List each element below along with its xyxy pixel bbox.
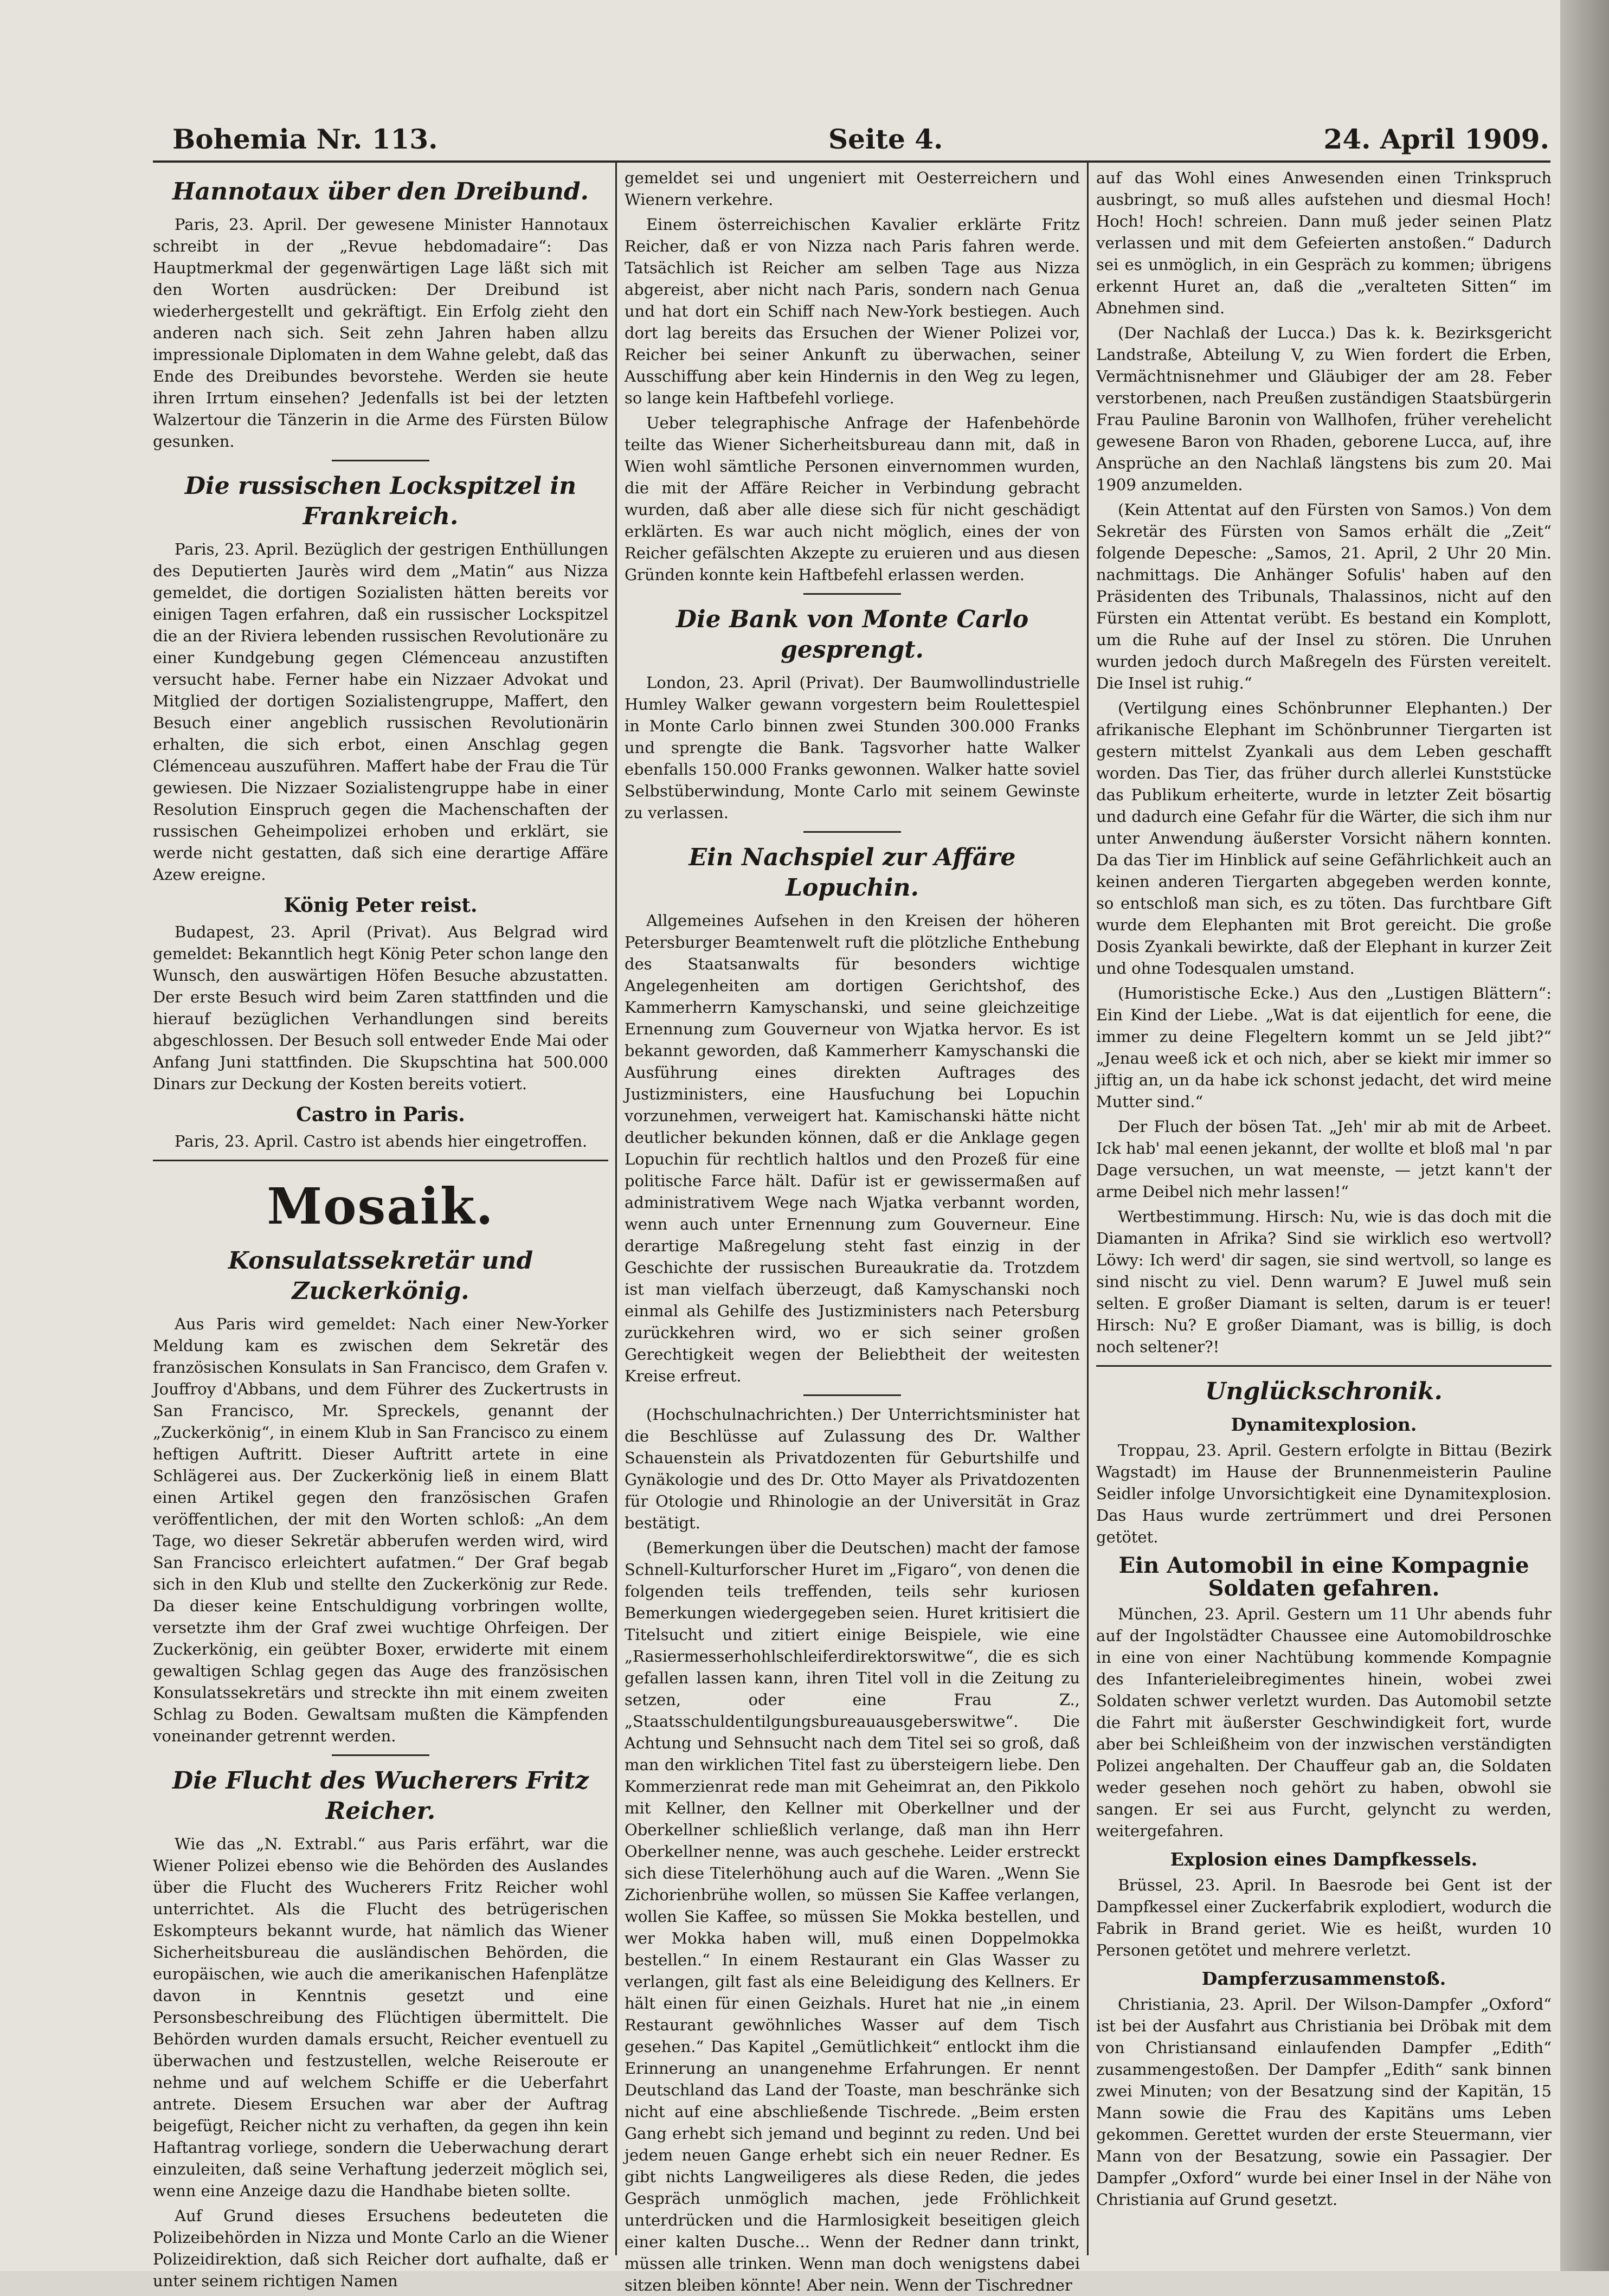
column-2 (625, 167, 1080, 2294)
article-flucht-reicher-cont: Auf Grund dieses Ersuchens bedeuteten die Polizeibehörden in Nizza und Monte Carlo an die Wiener Polizeidirektion, daß sich Reicher dort aufhalte, daß er unter seinem richtigen Namen (153, 2207, 608, 2290)
section-title-unglueckschronik: Unglückschronik. (1205, 1378, 1443, 1405)
separator (803, 593, 901, 595)
separator (803, 831, 901, 833)
masthead-page-number: Seite 4. (828, 123, 943, 155)
article-flucht-reicher: Wie das „N. Extrabl.“ aus Paris erfährt, war die Wiener Polizei ebenso wie die Behörden des Auslandes über die Flucht des Wucherers Fritz Reicher wohl unterrichtet. Als die Flucht des betrügerischen Eskompteurs bekannt wurde, hat nämlich das Wiener Sicherheitsbureau die ausländischen Behörden, die europäischen, wie auch die amerikanischen Hafenplätze davon in Kenntnis gesetzt und eine Personsbeschreibung des Flüchtigen übermittelt. Die Behörden wurden damals ersucht, Reicher eventuell zu überwachen und festzustellen, welche Reiseroute er nehme und auf welchem Schiffe er die Ueberfahrt antrete. Diesem Ersuchen war aber der Auftrag beigefügt, Reicher nicht zu verhaften, da gegen ihn kein Haftantrag vorliege, sondern die Ueberwachung derart einzuleiten, daß seine Verhaftung jederzeit möglich sei, wenn eine Anzeige dazu die Handhabe bieten sollte. (153, 1835, 608, 2200)
headline-bank-monte-carlo: Die Bank von Monte Carlo gesprengt. (675, 606, 1029, 664)
page-edge (1560, 0, 1609, 2271)
headline-dampfkessel: Explosion eines Dampfkessels. (1170, 1849, 1478, 1870)
article-fluch-der-boesen-tat: Der Fluch der bösen Tat. „Jeh' mir ab mit de Arbeet. Ick hab' mal eenen jekannt, der wollte et bloß mal 'n par Dage versuchen, un wat meenste, — jetzt kann't der arme Deibel nich mehr lassen!“ (1096, 1117, 1552, 1201)
headline-dampferzusammenstoss: Dampferzusammenstoß. (1201, 1968, 1446, 1989)
article-flucht-reicher-cont4: Ueber telegraphische Anfrage der Hafenbehörde teilte das Wiener Sicherheitsbureau dann mit, daß in Wien wohl sämtliche Personen einvernommen wurden, die mit der Affäre Reicher in Verbindung gebracht wurden, daß aber alle diese sich für nicht geschädigt erklärten. Es war auch nicht möglich, eines der von Reicher gefälschten Akzepte zu eruieren und aus diesen Gründen konnte kein Haftbefehl erlassen werden. (625, 414, 1080, 584)
headline-automobil-soldaten: Ein Automobil in eine Kompagnie Soldaten gefahren. (1118, 1553, 1529, 1601)
article-bank-monte-carlo: London, 23. April (Privat). Der Baumwollindustrielle Humley Walker gewann vorgestern beim Roulettespiel in Monte Carlo binnen zwei Stunden 300.000 Franks und sprengte die Bank. Tagsvorher hatte Walker ebenfalls 150.000 Franks gewonnen. Walker hatte soviel Selbstüberwindung, Monte Carlo mit seinem Gewinste zu verlassen. (625, 673, 1080, 822)
masthead-rule (153, 160, 1550, 163)
column-rule-1 (615, 163, 617, 2255)
article-koenig-peter: Budapest, 23. April (Privat). Aus Belgrad wird gemeldet: Bekanntlich hegt König Peter schon lange den Wunsch, den auswärtigen Höfen Besuche abzustatten. Der erste Besuch wird beim Zaren stattfinden und die hierauf bezüglichen Verhandlungen sind bereits abgeschlossen. Der Besuch soll entweder Ende Mai oder Anfang Juni stattfinden. Die Skupschtina hat 500.000 Dinars zur Deckung der Kosten bereits votiert. (153, 923, 608, 1093)
article-bemerkungen-deutsche-cont: auf das Wohl eines Anwesenden einen Trinkspruch ausbringt, so muß alles aufstehen und diesmal Hoch! Hoch! Hoch! schreien. Dann muß jeder seinen Platz verlassen und mit dem Gefeierten anstoßen.“ Dadurch sei es unmöglich, in ein Gespräch zu kommen; übrigens erkennt Huret an, daß die „veralteten Sitten“ im Abnehmen sind. (1096, 169, 1552, 317)
article-konsulatssekretaer: Aus Paris wird gemeldet: Nach einer New-Yorker Meldung kam es zwischen dem Sekretär des französischen Konsulats in San Francisco, dem Grafen v. Jouffroy d'Abbans, und dem Führer des Zuckertrusts in San Francisco, Mr. Spreckels, genannt der „Zuckerkönig“, in einem Klub in San Francisco zu einem heftigen Auftritt. Dieser Auftritt artete in eine Schlägerei aus. Der Zuckerkönig ließ in einem Blatt einen Artikel gegen den französischen Grafen veröffentlichen, der mit den Worten schloß: „An dem Tage, wo dieser Sekretär abberufen werden wird, wird San Francisco erleichtert aufatmen.“ Der Graf begab sich in den Klub und stellte den Zuckerkönig zur Rede. Da dieser keine Entschuldigung vorbringen wollte, versetzte ihm der Graf zwei wuchtige Ohrfeigen. Der Zuckerkönig, ein geübter Boxer, erwiderte mit einem gewaltigen Schlag gegen das Auge des französischen Konsulatssekretärs und streckte ihn mit einem zweiten Schlag zu Boden. Gewaltsam mußten die Kämpfenden voneinander getrennt werden. (153, 1315, 608, 1745)
article-hochschulnachrichten: (Hochschulnachrichten.) Der Unterrichtsminister hat die Beschlüsse auf Zulassung des Dr. Walther Schauenstein als Privatdozenten für Geburtshilfe und Gynäkologie und des Dr. Otto Mayer als Privatdozenten für Otologie und Rhinologie an der Universität in Graz bestätigt. (625, 1405, 1080, 1532)
headline-lockspitzel: Die russischen Lockspitzel in Frankreich. (184, 472, 577, 530)
headline-dynamitexplosion: Dynamitexplosion. (1231, 1414, 1417, 1435)
article-wertbestimmung: Wertbestimmung. Hirsch: Nu, wie is das doch mit die Diamanten in Afrika? Sind sie wirklich eso wertvoll? Löwy: Ich werd' dir sagen, sie sind wertvoll, so lange es sind nischt zu viel. Denn warum? E Juwel muß sein selten. E großer Diamant is selten, darum is er teuer! Hirsch: Nu? E großer Diamant, was is billig, is doch noch seltener?! (1096, 1207, 1552, 1356)
column-1 (153, 167, 608, 2290)
article-humoristische-ecke: (Humoristische Ecke.) Aus den „Lustigen Blättern“: Ein Kind der Liebe. „Wat is dat eijentlich for eene, die immer zu deine Flegeltern kommt un se Jeld jibt?“ „Jenau weeß ick et och nich, aber se kiekt mir immer so jiftig an, un da habe ick schonst jedacht, det wird meine Mutter sind.“ (1096, 984, 1552, 1111)
separator (332, 1754, 429, 1756)
article-dampferzusammenstoss: Christiania, 23. April. Der Wilson-Dampfer „Oxford“ ist bei der Ausfahrt aus Christiania bei Dröbak mit dem von Christiansand einlaufenden Dampfer „Edith“ zusammengestoßen. Der Dampfer „Edith“ sank binnen zwei Minuten; von der Besatzung sind der Kapitän, 15 Mann sowie die Frau des Kapitäns ums Leben gekommen. Gerettet wurden der erste Steuermann, vier Mann von der Besatzung, sowie ein Passagier. Der Dampfer „Oxford“ wurde bei einer Insel in der Nähe von Christiania auf Grund gesetzt. (1096, 1995, 1552, 2209)
article-lockspitzel: Paris, 23. April. Bezüglich der gestrigen Enthüllungen des Deputierten Jaurès wird dem „Matin“ aus Nizza gemeldet, die dortigen Sozialisten hätten bereits vor einigen Tagen erfahren, daß ein russischer Lockspitzel die an der Riviera lebenden russischen Revolutionäre zu einer Kundgebung gegen Clémenceau anzustiften versucht habe. Ferner habe ein Nizzaer Advokat und Mitglied der dortigen Sozialistengruppe, Maffert, den Besuch einer angeblich russischen Revolutionärin erhalten, die sich erbot, einen Anschlag gegen Clémenceau auszuführen. Maffert habe der Frau die Tür gewiesen. Die Nizzaer Sozialistengruppe habe in einer Resolution Einspruch gegen die Machenschaften der russischen Geheimpolizei erhoben und erklärt, sie werde nicht gestatten, daß sich eine derartige Affäre Azew ereigne. (153, 540, 608, 884)
article-bemerkungen-deutsche: (Bemerkungen über die Deutschen) macht der famose Schnell-Kulturforscher Huret im „Figaro“, von denen die folgenden teils treffenden, teils sehr kuriosen Bemerkungen wiedergegeben seien. Huret kritisiert die Titelsucht und zitiert einige Beispiele, wie eine „Rasiermesserhohlschleiferdirektorswitwe“, die es sich gefallen lassen kann, ihren Titel voll in die Zeitung zu setzen, oder eine Frau Z., „Staatsschuldentilgungsbureauausgeberswitwe“. Die Achtung und Sehnsucht nach dem Titel sei so groß, daß man den wirklichen Titel fast zu übersteigern liebe. Den Kommerzienrat rede man mit Geheimrat an, den Pikkolo mit Kellner, den Kellner mit Oberkellner und der Oberkellner schließlich verlange, daß man ihn Herr Oberkellner nenne, was auch geschehe. Leider erstreckt sich diese Titelerhöhung auch auf die Waren. „Wenn Sie Zichorienbrühe wollen, so müssen Sie Kaffee verlangen, wollen Sie Kaffee, so müssen Sie Mokka bestellen, und wer Mokka haben will, muß einen Doppelmokka bestellen.“ In einem Restaurant ein Glas Wasser zu verlangen, gilt fast als eine Beleidigung des Kellners. Er hält einen für einen Geizhals. Huret hat nie „in einem Restaurant gewöhnliches Wasser auf dem Tisch gesehen.“ Das Kapitel „Gemütlichkeit“ entlockt ihm die Erinnerung an unangenehme Erfahrungen. Er nennt Deutschland das Land der Toaste, man beschränke sich nicht auf eine abschließende Tischrede. „Beim ersten Gang erhebt sich jemand und beginnt zu reden. Und bei jedem neuen Gange erhebt sich ein neuer Redner. Es gibt nichts Langweiligeres als diese Reden, die jedes Gespräch unmöglich machen, jede Fröhlichkeit unterdrücken und die Harmlosigkeit beseitigen gleich einer kalten Dusche... Wenn der Redner dann trinkt, müssen alle trinken. Wenn man doch wenigstens dabei sitzen bleiben könnte! Aber nein. Wenn der Tischredner (625, 1539, 1080, 2294)
column-rule-2 (1087, 163, 1089, 2255)
article-lopuchin: Allgemeines Aufsehen in den Kreisen der höheren Petersburger Beamtenwelt ruft die plötzliche Enthebung des Staatsanwalts für besonders wichtige Angelegenheiten am dortigen Gerichtshof, des Kammerherrn Kamyschanski, und seine gleichzeitige Ernennung zum Gouverneur von Wjatka hervor. Es ist bekannt geworden, daß Kammerherr Kamyschanski die Ausführung eines direkten Auftrages des Justizministers, eine Hausfuchung bei Lopuchin vorzunehmen, verweigert hat. Kamischanski hätte nicht deutlicher bekunden können, daß er die Anklage gegen Lopuchin für rechtlich haltlos und den Prozeß für eine politische Farce hält. Dafür ist er gewissermaßen auf administrativem Wege nach Wjatka verbannt worden, wenn auch unter Ernennung zum Gouverneur. Eine derartige Maßregelung steht fast einzig in der Geschichte der russischen Bureaukratie da. Trotzdem ist man vielfach überzeugt, daß Kamyschanski noch einmal als Gehilfe des Justizministers nach Petersburg zurückkehren wird, wo er sich seiner großen Gerechtigkeit wegen der Beliebtheit der weitesten Kreise erfreut. (625, 911, 1080, 1385)
section-title-mosaik: Mosaik. (267, 1177, 494, 1236)
article-dynamitexplosion: Troppau, 23. April. Gestern erfolgte in Bittau (Bezirk Wagstadt) im Hause der Brunnenmeisterin Pauline Seidler infolge Unvorsichtigkeit eine Dynamitexplosion. Das Haus wurde zertrümmert und drei Personen getötet. (1096, 1441, 1552, 1546)
section-separator (153, 1160, 608, 1161)
separator (803, 1394, 901, 1396)
article-elephant: (Vertilgung eines Schönbrunner Elephanten.) Der afrikanische Elephant im Schönbrunner Tiergarten ist gestern mittelst Zyankali aus dem Leben geschafft worden. Das Tier, das früher durch allerlei Kunststücke das Publikum erheiterte, wurde in letzter Zeit bösartig und dadurch eine Gefahr für die Wärter, die sich ihm nur unter Anwendung äußerster Vorsicht nähern konnten. Da das Tier im Hinblick auf seine Gefährlichkeit auch an keinen anderen Tiergarten abgegeben werden konnte, so entschloß man sich, es zu töten. Das furchtbare Gift wurde dem Elephanten mit Brot gereicht. Die große Dosis Zyankali bewirkte, daß der Elephant in kurzer Zeit und ohne Todesqualen umstand. (1096, 699, 1552, 977)
article-samos: (Kein Attentat auf den Fürsten von Samos.) Von dem Sekretär des Fürsten von Samos erhält die „Zeit“ folgende Depesche: „Samos, 21. April, 2 Uhr 20 Min. nachmittags. Die Anhänger Sofulis' haben auf den Präsidenten des Tribunals, Thalassinos, nicht auf den Fürsten ein Attentat verübt. Es bestand ein Komplott, um die Ruhe auf der Insel zu stören. Die Unruhen wurden jedoch durch Maßregeln des Fürsten vereitelt. Die Insel ist ruhig.“ (1096, 500, 1552, 692)
article-automobil-soldaten: München, 23. April. Gestern um 11 Uhr abends fuhr auf der Ingolstädter Chaussee eine Automobildroschke in eine von einer Nachtübung kommende Kompagnie des Infanterieleibregimentes hinein, wobei zwei Soldaten schwer verletzt wurden. Das Automobil setzte die Fahrt mit äußerster Geschwindigkeit fort, wurde aber bei Schleißheim von der inzwischen verständigten Polizei angehalten. Der Chauffeur gab an, die Soldaten weder gesehen noch gehört zu haben, obwohl sie sangen. Er sei aus Furcht, gelyncht zu werden, weitergefahren. (1096, 1605, 1552, 1840)
masthead (172, 117, 1549, 155)
separator (332, 460, 429, 461)
masthead-paper-number: Bohemia Nr. 113. (172, 123, 438, 155)
headline-castro: Castro in Paris. (296, 1103, 465, 1126)
article-dampfkessel: Brüssel, 23. April. In Baesrode bei Gent ist der Dampfkessel einer Zuckerfabrik explodiert, wodurch die Fabrik in Brand geriet. Wie es heißt, wurden 10 Personen getötet und mehrere verletzt. (1096, 1876, 1552, 1959)
headline-lopuchin: Ein Nachspiel zur Affäre Lopuchin. (688, 844, 1016, 902)
article-flucht-reicher-cont2: gemeldet sei und ungeniert mit Oesterreichern und Wienern verkehre. (625, 169, 1080, 209)
article-flucht-reicher-cont3: Einem österreichischen Kavalier erklärte Fritz Reicher, daß er von Nizza nach Paris fahren werde. Tatsächlich ist Reicher am selben Tage aus Nizza abgereist, aber nicht nach Paris, sondern nach Genua und hat dort ein Schiff nach New-York bestiegen. Auch dort lag bereits das Ersuchen der Wiener Polizei vor, Reicher bei seiner Ankunft zu überwachen, seiner Ausschiffung aber kein Hindernis in den Weg zu legen, so lange kein Haftbefehl vorliege. (625, 215, 1080, 407)
column-3 (1096, 167, 1552, 2260)
article-nachlass-lucca: (Der Nachlaß der Lucca.) Das k. k. Bezirksgericht Landstraße, Abteilung V, zu Wien fordert die Erben, Vermächtnisnehmer und Gläubiger der am 28. Feber verstorbenen, nach Preußen zuständigen Staatsbürgerin Frau Pauline Baronin von Wallhofen, früher verehelicht gewesene Baron von Rhaden, geborene Lucca, auf, ihre Ansprüche an den Nachlaß längstens bis zum 20. Mai 1909 anzumelden. (1096, 324, 1552, 494)
article-hannotaux: Paris, 23. April. Der gewesene Minister Hannotaux schreibt in der „Revue hebdomadaire“: Das Hauptmerkmal der gegenwärtigen Lage läßt sich mit den Worten ausdrücken: Der Dreibund ist wiederhergestellt und gekräftigt. Ein Erfolg zieht den anderen nach sich. Seit zehn Jahren haben allzu impressionale Diplomaten in dem Wahne gelebt, daß das Ende des Dreibundes bevorstehe. Werden sie heute ihren Irrtum einsehen? Jedenfalls ist bei der letzten Walzertour die Tänzerin in die Arme des Fürsten Bülow gesunken. (153, 215, 608, 451)
article-castro: Paris, 23. April. Castro ist abends hier eingetroffen. (175, 1132, 588, 1150)
masthead-date: 24. April 1909. (1323, 123, 1549, 155)
section-separator (1096, 1365, 1552, 1367)
headline-koenig-peter: König Peter reist. (284, 894, 478, 917)
headline-flucht-reicher: Die Flucht des Wucherers Fritz Reicher. (172, 1767, 589, 1825)
headline-konsulatssekretaer: Konsulatssekretär und Zuckerkönig. (228, 1247, 533, 1305)
headline-hannotaux: Hannotaux über den Dreibund. (172, 178, 589, 205)
